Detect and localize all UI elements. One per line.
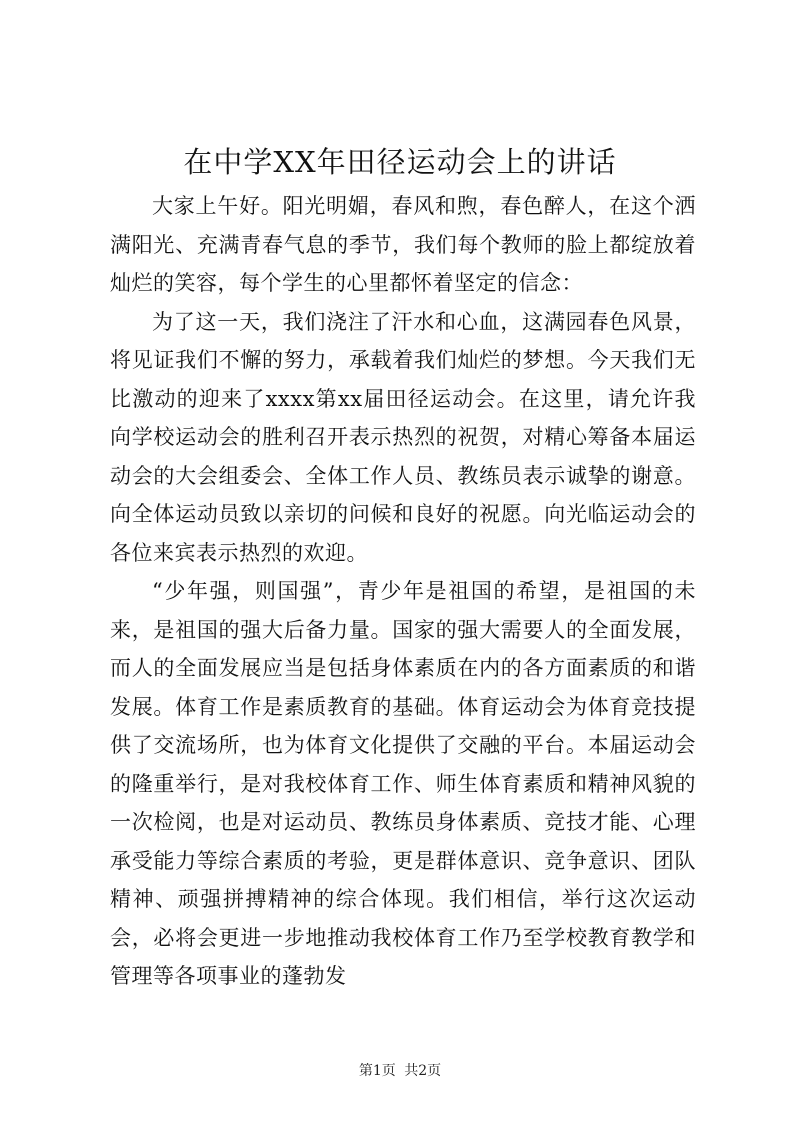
document-title: 在中学XX年田径运动会上的讲话 [183, 145, 617, 179]
paragraph-2: 为了这一天，我们浇注了汗水和心血，这满园春色风景，将见证我们不懈的努力，承载着我们灿烂的梦想。今天我们无比激动的迎来了xxxx第xx届田径运动会。在这里，请允许我向学校运动会的胜利召开表示热烈的祝贺，对精心筹备本届运动会的大会组委会、全体工作人员、教练员表示诚挚的谢意。向全体运动员致以亲切的问候和良好的祝愿。向光临运动会的各位来宾表示热烈的欢迎。 [110, 309, 696, 565]
paragraph-1: 大家上午好。阳光明媚，春风和煦，春色醉人，在这个洒满阳光、充满青春气息的季节，我们每个教师的脸上都绽放着灿烂的笑容，每个学生的心里都怀着坚定的信念： [110, 194, 696, 295]
page-number: 第1页 [358, 1063, 396, 1079]
page-footer [0, 1061, 800, 1081]
page-total: 共2页 [404, 1063, 442, 1079]
paragraph-3: “少年强，则国强”，青少年是祖国的希望，是祖国的未来，是祖国的强大后备力量。国家的强大需要人的全面发展，而人的全面发展应当是包括身体素质在内的各方面素质的和谐发展。体育工作是素质教育的基础。体育运动会为体育竞技提供了交流场所，也为体育文化提供了交融的平台。本届运动会的隆重举行，是对我校体育工作、师生体育素质和精神风貌的一次检阅，也是对运动员、教练员身体素质、竞技才能、心理承受能力等综合素质的考验，更是群体意识、竞争意识、团队精神、顽强拼搏精神的综合体现。我们相信，举行这次运动会，必将会更进一步地推动我校体育工作乃至学校教育教学和管理等各项事业的蓬勃发 [110, 579, 696, 988]
document-body [110, 187, 696, 996]
